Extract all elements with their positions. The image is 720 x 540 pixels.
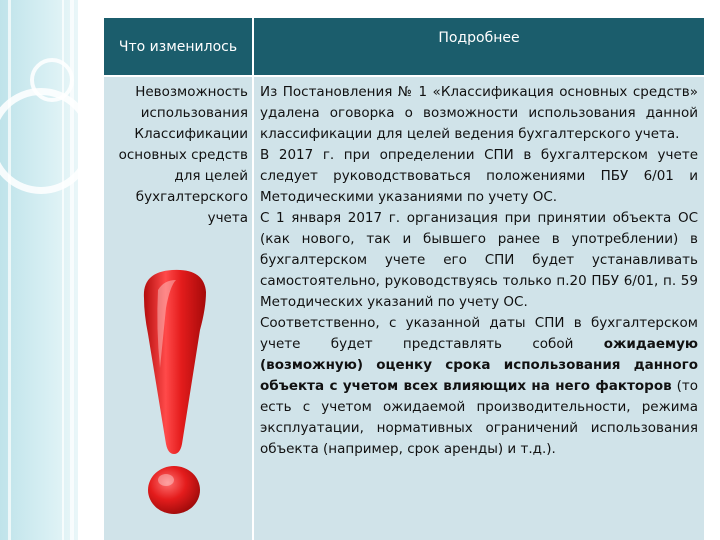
details-paragraph: С 1 января 2017 г. организация при принятии объекта ОС (как нового, так и бывшего ранее в употреблении) в бухгалтерском учете его СПИ будет устанавливать самостоятельно, руководствуясь только п.20 ПБУ 6/01, п. 59 Методических указаний по учету ОС. bbox=[260, 210, 698, 310]
decorative-side-band bbox=[0, 0, 78, 540]
row-divider bbox=[104, 75, 704, 77]
details-text: (то есть с учетом ожидаемой производительности, режима эксплуатации, нормативных ограничений использования объекта (например, срок аренды) и т.д.). bbox=[260, 378, 698, 457]
details-emphasis: ожидаемую (возможную) оценку срока использования данного объекта с учетом всех влияющих на него факторов bbox=[260, 336, 698, 394]
decorative-ring bbox=[0, 88, 94, 194]
header-details: Подробнее bbox=[438, 30, 520, 46]
details-text: Соответственно, с указанной даты СПИ в бухгалтерском учете будет представлять собой bbox=[260, 315, 698, 352]
column-divider bbox=[252, 18, 254, 540]
change-title-cell: Невозможность использования Классификации основных средств для целей бухгалтерского учета bbox=[118, 84, 248, 226]
details-paragraph bbox=[260, 313, 698, 460]
change-details-cell bbox=[260, 82, 698, 460]
header-what-changed: Что изменилось bbox=[118, 38, 238, 55]
table-header bbox=[104, 18, 704, 75]
exclamation-mark-icon bbox=[130, 268, 220, 520]
details-paragraph: В 2017 г. при определении СПИ в бухгалтерском учете следует руководствоваться положениями ПБУ 6/01 и Методическими указаниями по учету ОС. bbox=[260, 147, 698, 205]
decorative-stripe bbox=[8, 0, 11, 540]
decorative-ring bbox=[30, 58, 74, 102]
details-paragraph: Из Постановления № 1 «Классификация основных средств» удалена оговорка о возможности использования данной классификации для целей ведения бухгалтерского учета. bbox=[260, 84, 698, 142]
